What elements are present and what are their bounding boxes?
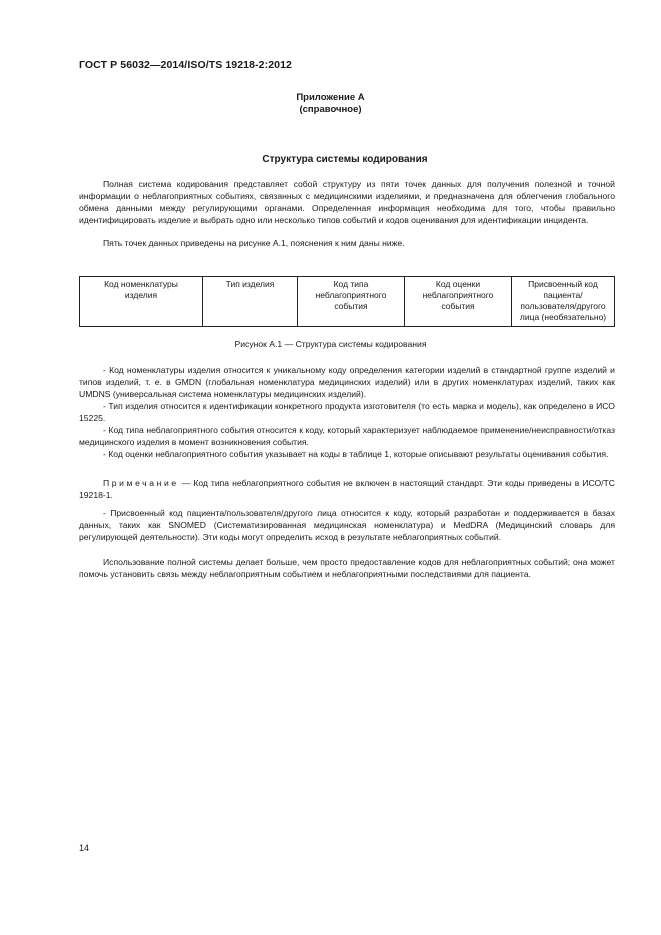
- figure-caption: Рисунок А.1 — Структура системы кодирования: [234, 339, 427, 349]
- document-header: ГОСТ Р 56032—2014/ISO/TS 19218-2:2012: [79, 59, 292, 71]
- diagram-cell-event-evaluation-code: Код оценки неблагоприятного события: [405, 277, 512, 326]
- list-item: - Код типа неблагоприятного события относится к коду, который характеризует наблюдаемое применение/неисправности/отказ медицинского изделия в момент возникновения события.: [79, 425, 615, 447]
- closing-paragraph: Использование полной системы делает больше, чем просто предоставление кодов для неблагоприятных событий; она может помочь установить связь между неблагоприятным событием и неблагоприятными последствиями для пациента.: [79, 557, 615, 579]
- intro-paragraph: Полная система кодирования представляет собой структуру из пяти точек данных для получения полезной и точной информации о неблагоприятных событиях, связанных с медицинскими изделиями, и предназначена для облегчения глобального обмена данными между регулирующими органами. Определенная информация необходима для того, чтобы правильно идентифицировать изделие и выбрать одно или несколько типов событий и кодов оценивания для идентификации инцидента.: [79, 179, 615, 225]
- coding-structure-diagram: [79, 276, 615, 327]
- section-title: Структура системы кодирования: [262, 154, 428, 165]
- appendix-subtitle: (справочное): [299, 104, 362, 115]
- page-number: 14: [79, 843, 90, 853]
- definitions-list-continued: [79, 507, 615, 543]
- appendix-title: Приложение А: [296, 92, 365, 103]
- note-block: [79, 477, 615, 501]
- diagram-cell-event-type-code: Код типа неблагоприятного события: [298, 277, 405, 326]
- five-points-sentence: Пять точек данных приведены на рисунке А.1, пояснения к ним даны ниже.: [103, 238, 405, 248]
- intro-block: [79, 178, 615, 226]
- note-paragraph: [79, 477, 615, 501]
- closing-block: [79, 556, 615, 580]
- note-text: — Код типа неблагоприятного события не включен в настоящий стандарт. Эти коды приведены в ИСО/ТС 19218-1.: [79, 478, 615, 500]
- diagram-cell-assigned-patient-code: Присвоенный код пациента/пользователя/другого лица (необязательно): [519, 279, 607, 322]
- list-item: - Код оценки неблагоприятного события указывает на коды в таблице 1, которые описывают результаты оценивания события.: [103, 449, 609, 459]
- five-points-block: [79, 237, 615, 249]
- note-label: Примечание: [103, 478, 179, 488]
- list-item: - Код номенклатуры изделия относится к уникальному коду определения категории изделий в стандартной группе изделий и типов изделий, т. е. в GMDN (глобальная номенклатура медицинских изделий) или в других номенклатурах изделий, таких как UMDNS (универсальная система номенклатуры медицинских изделий).: [79, 365, 615, 399]
- list-item: - Присвоенный код пациента/пользователя/другого лица относится к коду, который разработан и поддерживается в базах данных, таких как SNOMED (Систематизированная медицинская номенклатура) и MedDRA (Медицинский словарь для регулирующей деятельности). Эти коды могут определить исход в результате неблагоприятных событий.: [79, 508, 615, 542]
- diagram-cell-device-type: Тип изделия: [203, 277, 298, 326]
- definitions-list: [79, 364, 615, 460]
- list-item: - Тип изделия относится к идентификации конкретного продукта изготовителя (то есть марка и модель), как определено в ИСО 15225.: [79, 401, 615, 423]
- diagram-cell-nomenclature-code: Код номенклатуры изделия: [80, 277, 203, 326]
